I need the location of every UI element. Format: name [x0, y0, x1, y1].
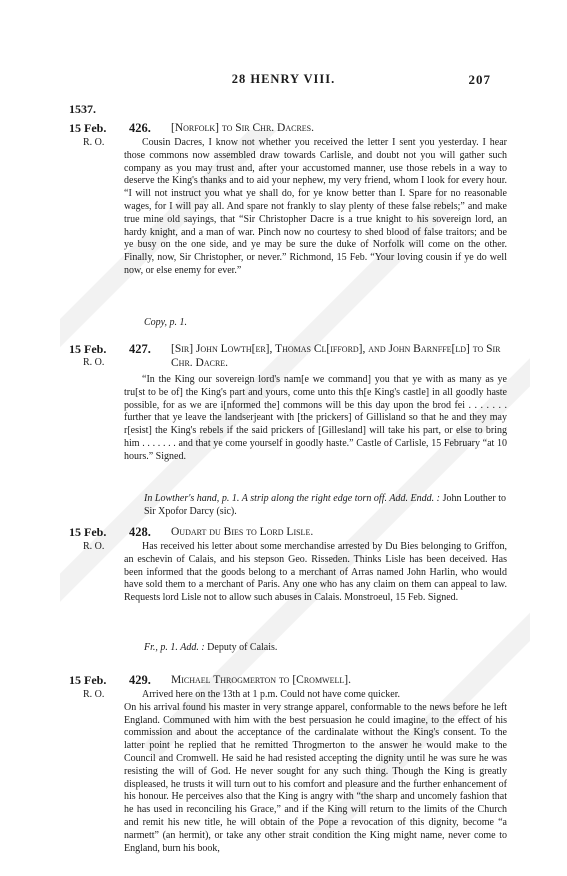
page-number: 207 [468, 72, 491, 87]
entry-number: 427. [129, 342, 151, 356]
entry-title: Michael Throgmerton to [Cromwell]. [171, 674, 351, 686]
entry-date: 15 Feb. [69, 342, 107, 356]
entry-date: 15 Feb. [69, 121, 107, 135]
note-text: Copy, p. 1. [144, 317, 188, 328]
note-plain: John Louther to Sir Xpofor Darcy (sic). [144, 493, 507, 517]
entry-title: [Norfolk] to Sir Chr. Dacres. [171, 122, 315, 134]
year-label: 1537. [69, 102, 96, 116]
entry-body: “In the King our sovereign lord's nam[e we command] you that ye with as many as ye tru[st to be of] the King's part and yours, come unto this th[e King's castle] in all goodly haste possible, for as we are i[nformed the] commons will be this day upon the brod fei . . . . . . . further that ye leave the landserjeant with [the prickers] of Gillisland so that he and they may r[esist] the King's rebels if the said prickers of [Gillesland] will take his part, or else to bring him . . . . . . . and that ye come yourself in goodly haste.” Castle of Carlisle, 15 February “at 10 hours.” Signed. [124, 374, 507, 462]
entry-body-rest: On his arrival found his master in very strange apparel, conformable to the news before he left England. Communed with him with the best persuasion he could imagine, to the effect of his commission and about the acceptance of the cardinalate without the King's consent. To the latter point he replied that he remitted Throgmerton to the answer he would make to the Council and Cromwell. He said he had resisted accepting the dignity until he was sure he was resisting the will of God. He never sought for any such thing. Though the King is greatly displeased, he trusts it will turn out to his comfort and pleasure and the further enhancement of his honour. He perceives also that the King is angry with “the sharp and uncomely fashion that he has used in reconciling his Grace,” and if the King will return to the limits of the Church and remit his new title, he will obtain of the Pope a revocation of this dignity, become “a narmett” (an hermit), or take any other strait condition the King might name, never come to England, burn his book, [124, 701, 507, 854]
entry-body: Cousin Dacres, I know not whether you received the letter I sent you yesterday. I hear those commons now assembled draw towards Carlisle, and doubt not you will gather such company as you may trust and, after your accustomed manner, use those rebels in a way to deserve the King's thanks and to aid your nephew, my very friend, whom I look for every hour. “I will not instruct you what ye shall do, for ye know better than I. Spare for no reasonable wages, for I will pay all. And spare not frankly to slay plenty of these false rebels;” and make true mine old sayings, that “Sir Christopher Dacre is a true knight to his sovereign lord, an hardy knight, and a man of war. Pinch now no courtesy to shed blood of false traitors; and be ye busy on the one side, and ye may be sure the duke of Norfolk will come on the other. Finally, now, Sir Christopher, or never.” Richmond, 15 Feb. “Your loving cousin if ye do well now, or else enemy for ever.” [124, 137, 507, 276]
entry-source: R. O. [83, 541, 105, 552]
entry-body [124, 689, 507, 855]
entry-source: R. O. [83, 137, 105, 148]
entry-body: Has received his letter about some merchandise arrested by Du Bies belonging to Griffon, an eschevin of Calais, and his stepson Geo. Risseden. Thinks Lisle has been deceived. Has been informed that the goods belong to a merchant of Arras named John Harlin, who would have sold them to a merchant of Paris. Any one who has any claim on them can appeal to law. Requests lord Lisle not to allow such abuses in Calais. Monstroeul, 15 Feb. Signed. [124, 541, 507, 604]
entry-number: 429. [129, 673, 151, 687]
entry-note [144, 317, 506, 330]
entry-title: [Sir] John Lowth[er], Thomas Cl[ifford], and John Barnffe[ld] to Sir Chr. Dacre. [171, 343, 501, 369]
entry-body-first: Arrived here on the 13th at 1 p.m. Could not have come quicker. [142, 689, 400, 700]
entry-number: 426. [129, 121, 151, 135]
entry-note [144, 493, 506, 519]
entry-source: R. O. [83, 689, 105, 700]
running-head [0, 72, 567, 88]
entry-date: 15 Feb. [69, 525, 107, 539]
running-head-title: 28 HENRY VIII. [231, 72, 336, 86]
entry-date: 15 Feb. [69, 673, 107, 687]
note-plain: Deputy of Calais. [207, 642, 278, 653]
entry-source: R. O. [83, 357, 105, 368]
entry-title: Oudart du Bies to Lord Lisle. [171, 526, 314, 538]
entry-number: 428. [129, 525, 151, 539]
note-italic: In Lowther's hand, p. 1. A strip along the right edge torn off. Add. Endd. : [144, 493, 441, 504]
note-italic: Fr., p. 1. Add. : [144, 642, 205, 653]
entry-note [144, 642, 506, 655]
